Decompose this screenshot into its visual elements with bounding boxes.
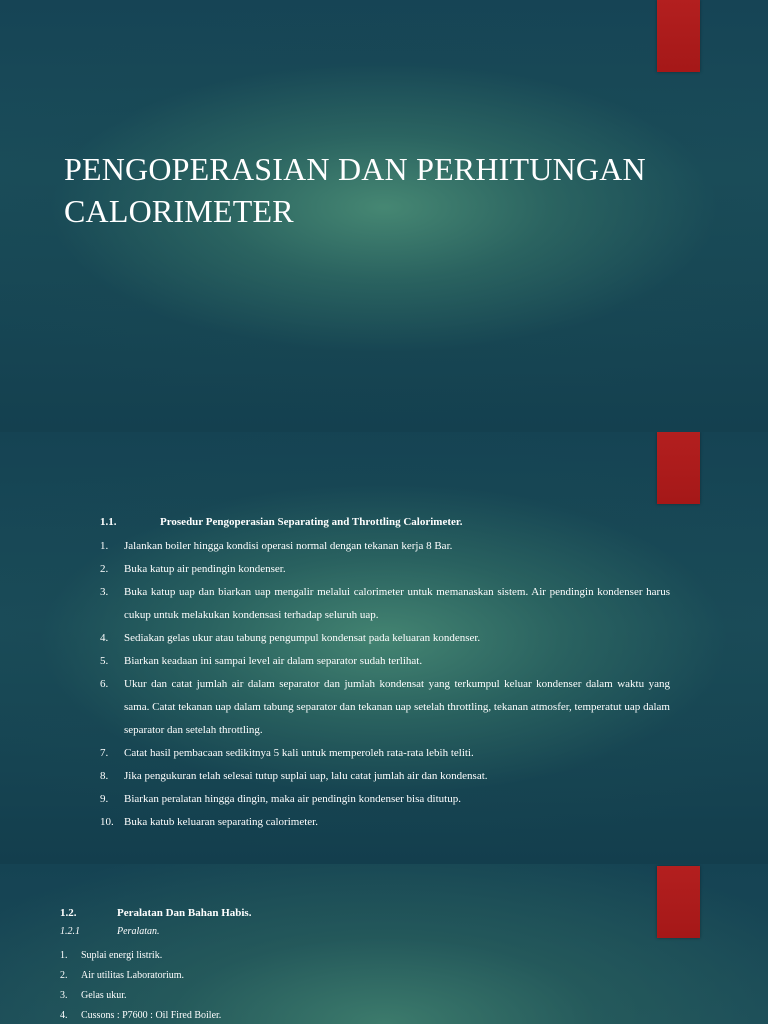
list-item (100, 627, 670, 650)
section-number: 1.1. (100, 516, 117, 528)
list-item-number: 1. (60, 950, 68, 961)
list-item-number: 2. (60, 970, 68, 981)
list-item-text: Buka katup uap dan biarkan uap mengalir melalui calorimeter untuk memanaskan sistem. Air pendingin kondenser harus cukup untuk melakukan kondensasi terhadap seluruh uap. (124, 586, 670, 621)
list-item (100, 673, 670, 742)
list-item-text: Jalankan boiler hingga kondisi operasi normal dengan tekanan kerja 8 Bar. (124, 540, 453, 552)
list-item-text: Jika pengukuran telah selesai tutup suplai uap, lalu catat jumlah air dan kondensat. (124, 770, 488, 782)
procedure-list (100, 535, 670, 834)
list-item-text: Biarkan keadaan ini sampai level air dalam separator sudah terlihat. (124, 655, 423, 667)
slide-title-line-1: PENGOPERASIAN DAN PERHITUNGAN (64, 151, 646, 187)
equipment-list (60, 946, 221, 1024)
list-item-number: 6. (100, 678, 109, 690)
list-item (100, 650, 670, 673)
red-accent-bar (657, 0, 700, 72)
slide-title (64, 148, 704, 232)
list-item-text: Air utilitas Laboratorium. (81, 970, 185, 981)
slide-1 (0, 0, 768, 432)
slide-3 (0, 864, 768, 1024)
list-item-text: Ukur dan catat jumlah air dalam separator dan jumlah kondensat yang terkumpul keluar kondenser dalam waktu yang sama. Catat tekanan uap dalam tabung separator dan tekanan uap setelah throttling, tekanan atmosfer, temperatut uap dalam separator dan setelah throttling. (124, 678, 670, 736)
list-item-number: 2. (100, 563, 109, 575)
list-item-number: 4. (100, 632, 109, 644)
subsection-number: 1.2.1 (60, 926, 80, 937)
list-item-number: 8. (100, 770, 109, 782)
list-item (60, 946, 221, 966)
list-item-number: 3. (100, 586, 109, 598)
red-accent-bar (657, 432, 700, 504)
list-item (60, 986, 221, 1006)
list-item-text: Buka katub keluaran separating calorimeter. (124, 816, 318, 828)
list-item-text: Gelas ukur. (81, 990, 127, 1001)
list-item-text: Catat hasil pembacaan sedikitnya 5 kali untuk memperoleh rata-rata lebih teliti. (124, 747, 474, 759)
list-item-number: 1. (100, 540, 109, 552)
list-item (60, 1006, 221, 1024)
list-item (60, 966, 221, 986)
list-item (100, 765, 670, 788)
list-item-number: 7. (100, 747, 109, 759)
section-number: 1.2. (60, 907, 77, 919)
list-item (100, 558, 670, 581)
list-item (100, 535, 670, 558)
list-item-text: Sediakan gelas ukur atau tabung pengumpul kondensat pada keluaran kondenser. (124, 632, 481, 644)
list-item-text: Suplai energi listrik. (81, 950, 163, 961)
list-item (100, 811, 670, 834)
slide-2 (0, 432, 768, 864)
list-item-text: Biarkan peralatan hingga dingin, maka air pendingin kondenser bisa ditutup. (124, 793, 461, 805)
list-item-number: 5. (100, 655, 109, 667)
list-item-number: 9. (100, 793, 109, 805)
list-item-number: 4. (60, 1010, 68, 1021)
list-item-number: 10. (100, 816, 114, 828)
slide-title-line-2: CALORIMETER (64, 193, 294, 229)
list-item (100, 581, 670, 627)
list-item-text: Buka katup air pendingin kondenser. (124, 563, 286, 575)
section-title: Peralatan Dan Bahan Habis. (117, 907, 252, 919)
list-item (100, 742, 670, 765)
subsection-title: Peralatan. (117, 926, 160, 937)
list-item-text: Cussons : P7600 : Oil Fired Boiler. (81, 1010, 222, 1021)
red-accent-bar (657, 866, 700, 938)
section-title: Prosedur Pengoperasian Separating and Throttling Calorimeter. (160, 516, 463, 528)
list-item (100, 788, 670, 811)
list-item-number: 3. (60, 990, 68, 1001)
